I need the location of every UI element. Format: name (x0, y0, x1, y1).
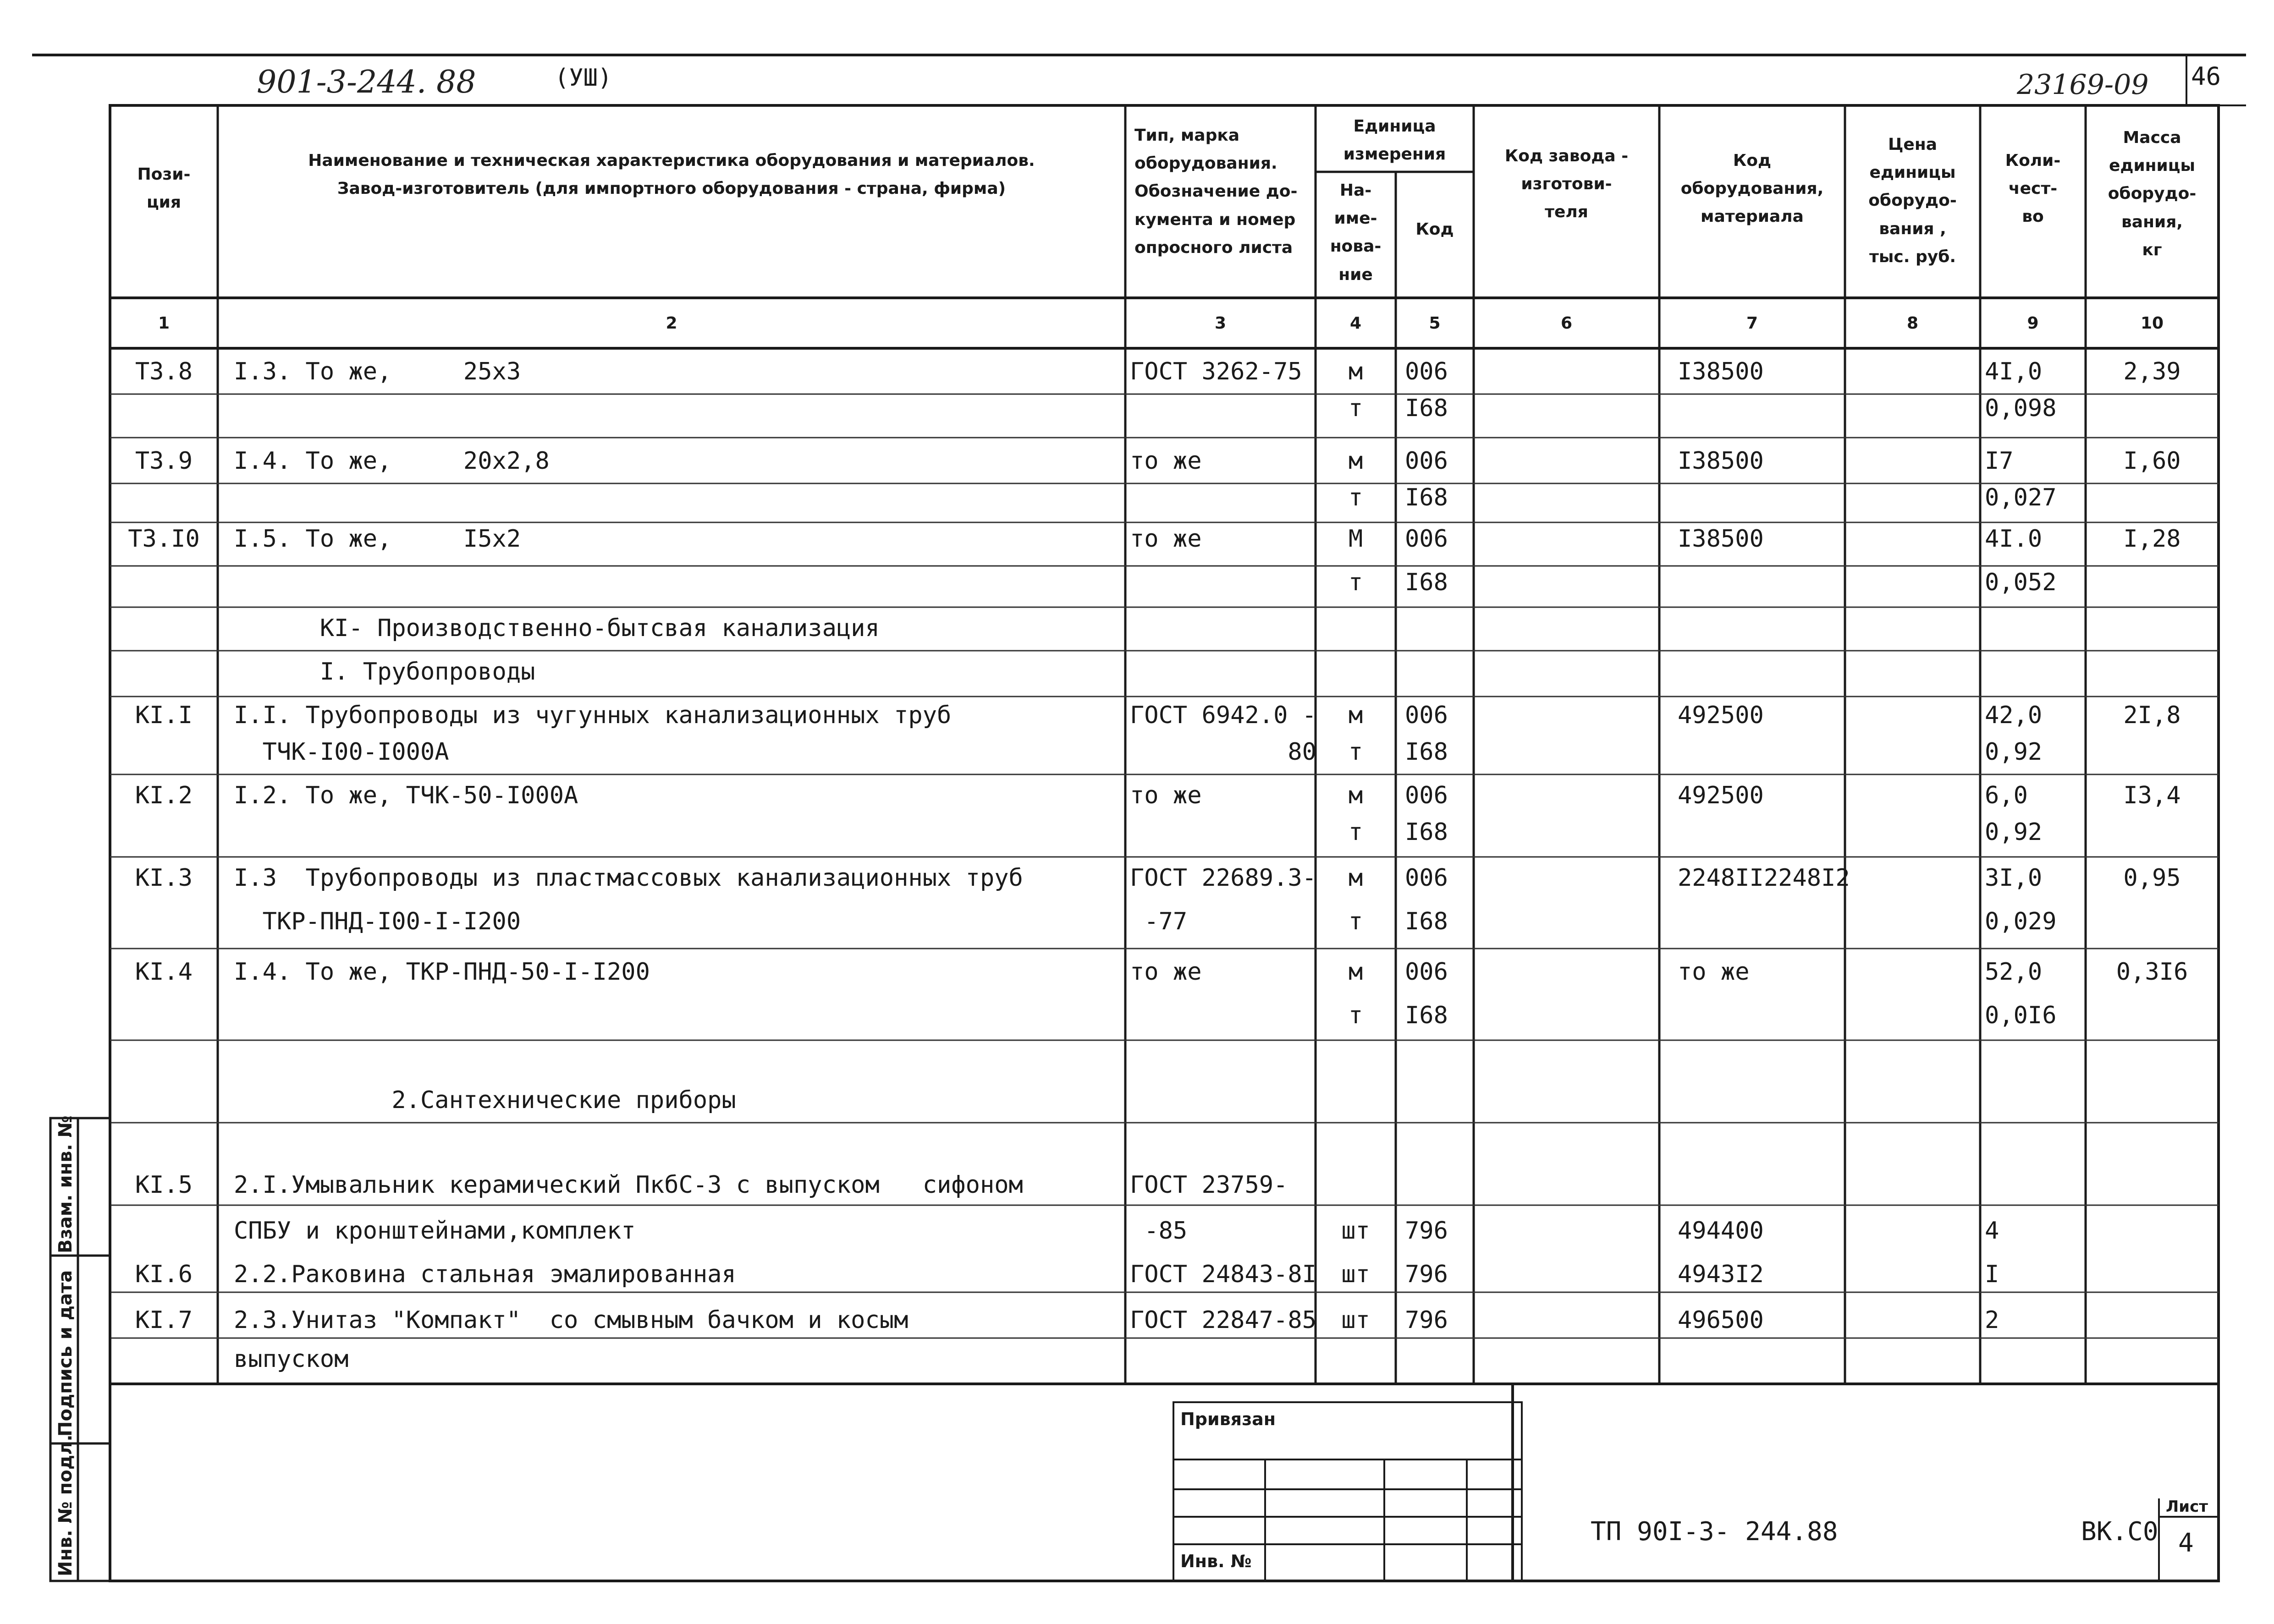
cell-type: 80 (1130, 738, 1316, 766)
cell-equip: 494400 (1678, 1217, 1764, 1245)
column-number: 6 (1560, 314, 1573, 333)
cell-qty: 0,052 (1985, 569, 2057, 596)
cell-pos: КI.I (135, 702, 193, 729)
doc-marker: (УШ) (555, 64, 612, 92)
cell-unit: т (1348, 484, 1363, 511)
cell-name: I.I. Трубопроводы из чугунных канализационных труб (234, 702, 952, 729)
column-number: 10 (2140, 314, 2164, 333)
cell-unit: м (1348, 958, 1363, 986)
cell-code: I68 (1405, 395, 1448, 422)
cell-qty: 4I.0 (1985, 525, 2043, 553)
stamp-sheet-code: ВК.С0 (2081, 1517, 2158, 1547)
cell-name: I.4. То же, ТКР-ПНД-50-I-I200 (234, 958, 650, 986)
cell-code: I68 (1405, 738, 1448, 766)
cell-type: ГОСТ 23759- (1130, 1171, 1288, 1199)
cell-type: то же (1130, 447, 1202, 475)
cell-code: 796 (1405, 1217, 1448, 1245)
cell-mass: 2I,8 (2123, 702, 2181, 729)
cell-code: 006 (1405, 782, 1448, 809)
cell-unit: М (1348, 525, 1363, 553)
cell-unit: т (1348, 818, 1363, 846)
cell-unit: м (1348, 702, 1363, 729)
cell-pos: КI.7 (135, 1306, 193, 1334)
cell-code: I68 (1405, 484, 1448, 511)
cell-type: то же (1130, 782, 1202, 809)
cell-code: 796 (1405, 1306, 1448, 1334)
cell-pos: КI.5 (135, 1171, 193, 1199)
cell-name: 2.Сантехнические приборы (234, 1086, 736, 1114)
cell-type: ГОСТ 24843-8I (1130, 1261, 1316, 1288)
cell-pos: КI.2 (135, 782, 193, 809)
header-mass: Масса единицы оборудо- вания, кг (2108, 128, 2197, 259)
cell-code: I68 (1405, 569, 1448, 596)
cell-mass: I,60 (2123, 447, 2181, 475)
column-number: 3 (1214, 314, 1227, 333)
header-maker-code: Код завода - изготови- теля (1504, 147, 1629, 222)
cell-pos: Т3.I0 (128, 525, 200, 553)
stamp-doc-number: ТП 90I-3- 244.88 (1591, 1517, 1838, 1547)
cell-name: ТКР-ПНД-I00-I-I200 (234, 908, 521, 935)
doc-code-handwritten: 23169-09 (2017, 69, 2149, 101)
doc-number-handwritten: 901-3-244. 88 (257, 64, 476, 100)
cell-name: I.3. То же, 25x3 (234, 358, 521, 385)
inv-no-label: Инв. № (1180, 1551, 1252, 1571)
cell-code: 006 (1405, 525, 1448, 553)
cell-name: I.5. То же, I5x2 (234, 525, 521, 553)
cell-code: 006 (1405, 702, 1448, 729)
cell-equip: 496500 (1678, 1306, 1764, 1334)
bound-label: Привязан (1180, 1409, 1276, 1429)
column-number: 7 (1746, 314, 1758, 333)
cell-unit: т (1348, 1002, 1363, 1029)
cell-code: 796 (1405, 1261, 1448, 1288)
cell-name: СПБУ и кронштейнами,комплект (234, 1217, 636, 1245)
cell-qty: I7 (1985, 447, 2014, 475)
cell-unit: м (1348, 358, 1363, 385)
cell-name: 2.2.Раковина стальная эмалированная (234, 1261, 736, 1288)
cell-unit: м (1348, 782, 1363, 809)
header-unit-code: Код (1415, 220, 1454, 239)
cell-unit: м (1348, 864, 1363, 892)
cell-mass: 2,39 (2123, 358, 2181, 385)
cell-qty: 42,0 (1985, 702, 2043, 729)
cell-mass: 0,95 (2123, 864, 2181, 892)
cell-qty: 4 (1985, 1217, 1999, 1245)
cell-name: 2.I.Умывальник керамический ПкбС-3 с выпуском сифоном (234, 1171, 1023, 1199)
cell-pos: Т3.9 (135, 447, 193, 475)
column-number: 8 (1906, 314, 1919, 333)
cell-type: то же (1130, 525, 1202, 553)
cell-type: ГОСТ 3262-75 (1130, 358, 1302, 385)
cell-unit: шт (1341, 1261, 1370, 1288)
cell-code: I68 (1405, 908, 1448, 935)
cell-qty: 2 (1985, 1306, 1999, 1334)
header-name: Наименование и техническая характеристика оборудования и материалов. Завод-изготовитель (для импортного оборудования - страна, фирма) (308, 151, 1035, 198)
cell-qty: 0,098 (1985, 395, 2057, 422)
cell-type: -77 (1130, 908, 1188, 935)
cell-qty: 0,029 (1985, 908, 2057, 935)
cell-code: I68 (1405, 818, 1448, 846)
cell-name: I.3 Трубопроводы из пластмассовых канализационных труб (234, 864, 1023, 892)
cell-unit: т (1348, 569, 1363, 596)
cell-equip: 492500 (1678, 782, 1764, 809)
cell-qty: 0,027 (1985, 484, 2057, 511)
page-number: 46 (2191, 62, 2221, 91)
cell-equip: I38500 (1678, 525, 1764, 553)
header-type: Тип, марка оборудования. Обозначение до- кумента и номер опросного листа (1134, 126, 1298, 257)
cell-pos: КI.3 (135, 864, 193, 892)
cell-pos: КI.6 (135, 1261, 193, 1288)
cell-type: ГОСТ 6942.0 - (1130, 702, 1316, 729)
cell-equip: 492500 (1678, 702, 1764, 729)
cell-code: 006 (1405, 864, 1448, 892)
header-unit: Единица измерения (1343, 117, 1446, 164)
sheet-number: 4 (2178, 1528, 2194, 1558)
cell-unit: шт (1341, 1217, 1370, 1245)
cell-name: I.2. То же, ТЧК-50-I000А (234, 782, 578, 809)
column-number: 4 (1349, 314, 1362, 333)
side-inv-replace: Взам. инв. № (55, 1115, 76, 1253)
header-pos: Пози- ция (137, 165, 191, 212)
cell-unit: т (1348, 908, 1363, 935)
cell-unit: м (1348, 447, 1363, 475)
cell-equip: 2248II2248I2 (1678, 864, 1850, 892)
side-inv-orig: Инв. № подл. (55, 1434, 76, 1576)
cell-pos: Т3.8 (135, 358, 193, 385)
cell-qty: 0,92 (1985, 738, 2043, 766)
cell-equip: I38500 (1678, 358, 1764, 385)
cell-mass: I,28 (2123, 525, 2181, 553)
cell-code: 006 (1405, 958, 1448, 986)
cell-qty: 6,0 (1985, 782, 2028, 809)
cell-pos: КI.4 (135, 958, 193, 986)
column-number: 9 (2027, 314, 2039, 333)
cell-qty: 0,92 (1985, 818, 2043, 846)
header-unit-name: На- име- нова- ние (1330, 181, 1382, 284)
cell-unit: шт (1341, 1306, 1370, 1334)
cell-type: -85 (1130, 1217, 1188, 1245)
cell-equip: I38500 (1678, 447, 1764, 475)
cell-qty: 52,0 (1985, 958, 2043, 986)
cell-code: 006 (1405, 358, 1448, 385)
header-qty: Коли- чест- во (2005, 151, 2061, 226)
sheet-label: Лист (2166, 1498, 2208, 1516)
cell-mass: I3,4 (2123, 782, 2181, 809)
cell-unit: т (1348, 738, 1363, 766)
cell-name: 2.3.Унитаз "Компакт" со смывным бачком и косым (234, 1306, 908, 1334)
header-price: Цена единицы оборудо- вания , тыс. руб. (1868, 135, 1957, 266)
cell-unit: т (1348, 395, 1363, 422)
cell-name: выпуском (234, 1345, 349, 1373)
cell-qty: 3I,0 (1985, 864, 2043, 892)
cell-qty: 0,0I6 (1985, 1002, 2057, 1029)
cell-mass: 0,3I6 (2116, 958, 2188, 986)
column-number: 2 (666, 314, 677, 333)
cell-type: ГОСТ 22847-85 (1130, 1306, 1316, 1334)
cell-type: ГОСТ 22689.3- (1130, 864, 1316, 892)
cell-code: I68 (1405, 1002, 1448, 1029)
header-equip-code: Код оборудования, материала (1680, 151, 1824, 226)
cell-name: КI- Производственно-бытсвая канализация (234, 614, 880, 642)
side-sign-date: Подпись и дата (55, 1270, 76, 1437)
cell-qty: 4I,0 (1985, 358, 2043, 385)
cell-type: то же (1130, 958, 1202, 986)
cell-equip: 4943I2 (1678, 1261, 1764, 1288)
cell-qty: I (1985, 1261, 1999, 1288)
column-number: 5 (1429, 314, 1441, 333)
column-number: 1 (158, 314, 170, 333)
cell-code: 006 (1405, 447, 1448, 475)
cell-name: I. Трубопроводы (234, 658, 535, 686)
cell-equip: то же (1678, 958, 1750, 986)
cell-name: I.4. То же, 20x2,8 (234, 447, 550, 475)
cell-name: ТЧК-I00-I000А (234, 738, 449, 766)
